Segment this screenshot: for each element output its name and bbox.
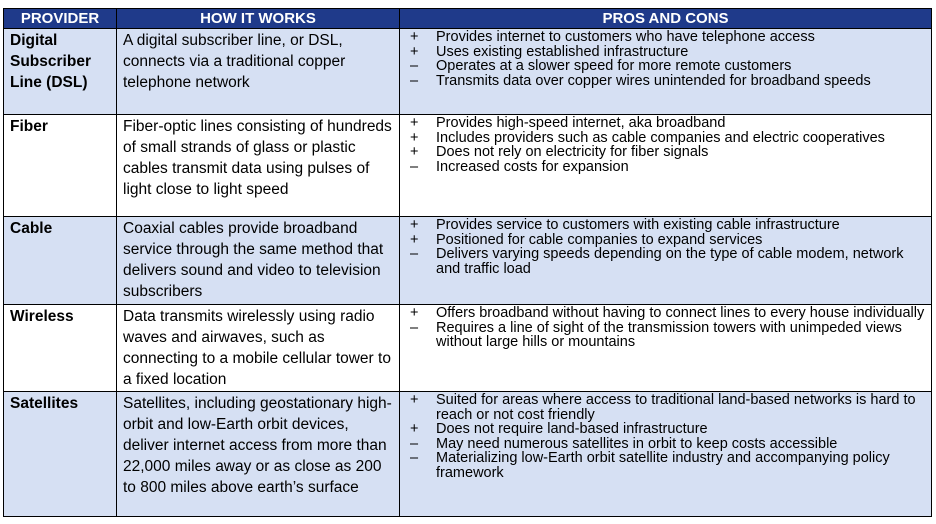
- pros-cons-cell: [400, 305, 932, 392]
- pros-cons-text: Provides high-speed internet, aka broadband: [436, 115, 726, 131]
- table-row: [4, 115, 932, 217]
- table-row: [4, 392, 932, 517]
- pros-cons-text: Delivers varying speeds depending on the type of cable modem, network and traffic load: [436, 246, 904, 277]
- table-row: [4, 29, 932, 115]
- pros-cons-item: [408, 74, 925, 89]
- pros-cons-item: [408, 160, 925, 175]
- pros-cons-item: [408, 131, 925, 146]
- pro-sign: +: [410, 43, 419, 60]
- pros-cons-text: Offers broadband without having to connect lines to every house individually: [436, 305, 925, 321]
- header-how-it-works: HOW IT WORKS: [117, 9, 400, 29]
- pros-cons-item: [408, 59, 925, 74]
- pros-cons-text: Does not rely on electricity for fiber signals: [436, 144, 709, 160]
- pros-cons-text: Provides internet to customers who have telephone access: [436, 29, 815, 45]
- pro-sign: +: [410, 231, 419, 248]
- pros-cons-text: Positioned for cable companies to expand services: [436, 231, 763, 248]
- pros-cons-text: Requires a line of sight of the transmission towers with unimpeded views without large hills or mountains: [436, 319, 902, 350]
- provider-cell: Wireless: [4, 305, 117, 392]
- pros-cons-text: Provides service to customers with existing cable infrastructure: [436, 217, 840, 233]
- table-row: [4, 305, 932, 392]
- pros-cons-cell: [400, 115, 932, 217]
- how-it-works-cell: A digital subscriber line, or DSL, connects via a traditional copper telephone network: [117, 29, 400, 115]
- con-sign: –: [410, 72, 419, 89]
- pros-cons-item: [408, 422, 925, 437]
- pros-cons-item: [408, 145, 925, 160]
- pros-cons-item: [408, 116, 925, 131]
- pros-cons-text: Increased costs for expansion: [436, 158, 629, 175]
- how-it-works-cell: Coaxial cables provide broadband service through the same method that delivers sound and video to television subscribers: [117, 217, 400, 305]
- pros-cons-text: Transmits data over copper wires unintended for broadband speeds: [436, 72, 871, 89]
- pros-cons-text: Operates at a slower speed for more remote customers: [436, 58, 792, 74]
- pros-cons-item: [408, 451, 925, 480]
- pro-sign: +: [410, 144, 419, 160]
- con-sign: –: [410, 246, 419, 262]
- pros-cons-text: Does not require land-based infrastructure: [436, 421, 708, 437]
- pros-cons-text: Includes providers such as cable companies and electric cooperatives: [436, 129, 885, 146]
- pros-cons-item: [408, 233, 925, 248]
- con-sign: –: [410, 450, 419, 466]
- header-provider: PROVIDER: [4, 9, 117, 29]
- con-sign: –: [410, 435, 419, 452]
- provider-cell: Fiber: [4, 115, 117, 217]
- pro-sign: +: [410, 421, 419, 437]
- pros-cons-cell: [400, 29, 932, 115]
- pros-cons-cell: [400, 217, 932, 305]
- table-row: [4, 217, 932, 305]
- broadband-providers-table: [3, 8, 932, 517]
- pro-sign: +: [410, 29, 419, 45]
- how-it-works-cell: Satellites, including geostationary high-orbit and low-Earth orbit devices, deliver internet access from more than 22,000 miles away or as close as 200 to 800 miles above earth’s surface: [117, 392, 400, 517]
- pros-cons-text: May need numerous satellites in orbit to keep costs accessible: [436, 435, 838, 452]
- pros-cons-item: [408, 247, 925, 276]
- pro-sign: +: [410, 115, 419, 131]
- con-sign: –: [410, 158, 419, 175]
- pros-cons-item: [408, 218, 925, 233]
- pros-cons-text: Materializing low-Earth orbit satellite industry and accompanying policy framework: [436, 450, 890, 481]
- pro-sign: +: [410, 305, 419, 321]
- pros-cons-text: Uses existing established infrastructure: [436, 43, 689, 60]
- pros-cons-item: [408, 437, 925, 452]
- header-pros-and-cons: PROS AND CONS: [400, 9, 932, 29]
- how-it-works-cell: Fiber-optic lines consisting of hundreds of small strands of glass or plastic cables transmit data using pulses of light close to light speed: [117, 115, 400, 217]
- con-sign: –: [410, 319, 419, 336]
- pro-sign: +: [410, 129, 419, 146]
- how-it-works-cell: Data transmits wirelessly using radio waves and airwaves, such as connecting to a mobile cellular tower to a fixed location: [117, 305, 400, 392]
- pros-cons-text: Suited for areas where access to traditional land-based networks is hard to reach or not cost friendly: [436, 392, 916, 423]
- pros-cons-cell: [400, 392, 932, 517]
- pro-sign: +: [410, 217, 419, 233]
- provider-cell: Satellites: [4, 392, 117, 517]
- pros-cons-item: [408, 30, 925, 45]
- provider-cell: Digital Subscriber Line (DSL): [4, 29, 117, 115]
- pros-cons-item: [408, 393, 925, 422]
- provider-cell: Cable: [4, 217, 117, 305]
- pros-cons-item: [408, 321, 925, 350]
- pros-cons-item: [408, 306, 925, 321]
- pro-sign: +: [410, 392, 419, 408]
- header-row: [4, 9, 932, 29]
- pros-cons-item: [408, 45, 925, 60]
- con-sign: –: [410, 58, 419, 74]
